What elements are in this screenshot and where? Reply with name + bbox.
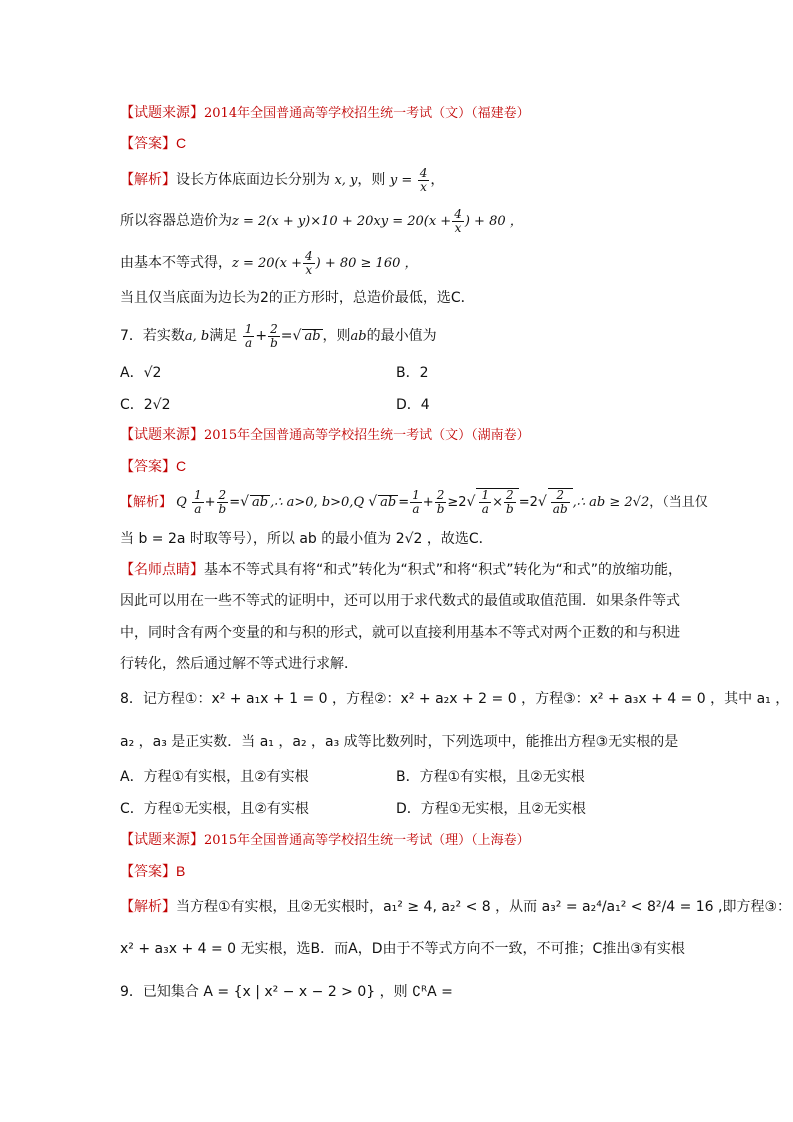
q7-tip-line-1 — [120, 561, 682, 579]
answer-tag: 【答案】 — [120, 136, 176, 152]
fraction-2-over-b: $\frac{2}{b}$ — [270, 321, 278, 350]
sqrt-ab: ab — [380, 495, 397, 510]
q8-option-d: D．方程①无实根，且②无实根 — [396, 801, 586, 817]
stem-text: 满足 — [209, 328, 238, 344]
fraction-4-over-x: $\frac{4}{x}$ — [454, 206, 462, 235]
fraction-1-over-a: $\frac{1}{a}$ — [412, 488, 420, 516]
q7-option-b: B．2 — [396, 365, 429, 381]
math-cost: z = 2(x + y)×10 + 20xy = 20(x + — [232, 214, 452, 229]
q7-tip-line-3: 中，同时含有两个变量的和与积的形式，就可以直接利用基本不等式对两个正数的和与积进 — [120, 625, 680, 641]
math-ab: ab — [350, 329, 367, 344]
q8-option-a: A．方程①有实根，且②有实根 — [120, 769, 309, 785]
q8-source — [120, 831, 530, 850]
q8-stem-line-2: a₂ ，a₃ 是正实数．当 a₁ ，a₂ ，a₃ 成等比数列时，下列选项中，能推出方程③无实根的是 — [120, 734, 679, 750]
math-expr: ,∴ a>0, b>0,Q — [270, 495, 369, 510]
q7-option-a: A．√2 — [120, 365, 162, 381]
answer-tag: 【答案】 — [120, 459, 176, 475]
sqrt-ab: ab — [252, 495, 269, 510]
math-ineq: z = 20(x + — [232, 256, 302, 271]
q6-analysis-line-2 — [120, 206, 523, 237]
q7-tip-line-2: 因此可以用在一些不等式的证明中，还可以用于求代数式的最值或取值范围．如果条件等式 — [120, 593, 680, 609]
analysis-tag: 【解析】 — [120, 495, 173, 510]
q8-stem-line-1: 8．记方程①：x² + a₁x + 1 = 0 ，方程②：x² + a₂x + 2 = 0 ，方程③：x² + a₃x + 4 = 0 ，其中 a₁ ， — [120, 691, 790, 707]
sqrt-product: $\frac{1}{a}$ × $\frac{2}{b}$ — [476, 488, 518, 516]
analysis-text: 设长方体底面边长分别为 — [176, 172, 330, 188]
tip-text: 基本不等式具有将“和式”转化为“积式”和将“积式”转化为“和式”的放缩功能， — [204, 562, 683, 578]
source-text: 2015年全国普通高等学校招生统一考试（文）（湖南卷） — [204, 428, 530, 443]
q7-source — [120, 426, 530, 445]
fraction-4-over-x: $\frac{4}{x}$ — [304, 248, 313, 277]
q7-stem: 7．若实数a, b满足 $\frac{1}{a}$ + $\frac{2}{b}$ =√ ab ，则ab的最小值为 — [120, 321, 437, 350]
fraction-1-over-a: $\frac{1}{a}$ — [193, 488, 202, 516]
math-expr: ,∴ ab ≥ 2√2 — [572, 495, 650, 510]
math-xy: x, y — [334, 173, 358, 188]
q6-analysis-line-4: 当且仅当底面为边长为2的正方形时，总造价最低，选C． — [120, 290, 475, 306]
q6-answer — [120, 134, 186, 153]
stem-text: 的最小值为 — [366, 328, 437, 344]
q7-option-d: D．4 — [396, 397, 430, 413]
q7-analysis-line-2: 当 b = 2a 时取等号），所以 ab 的最小值为 2√2 ，故选C． — [120, 531, 493, 547]
q7-analysis-line-1: 【解析】 Q $\frac{1}{a}$ + $\frac{2}{b}$ =√ ab ,∴ a>0, b>0,Q √ ab = $\frac{1}{a}$ + $\frac{2}{b}$ ≥2√ $\frac{1}{a}$ × $\frac{2}{b}$ =2√ $\frac{2}{ab}$ ,∴ ab ≥ 2√2，（当且仅 — [120, 488, 708, 516]
q9-stem: 9．已知集合 A = {x | x² − x − 2 > 0} ，则 ∁ᴿA = — [120, 984, 453, 1000]
q6-analysis-line-3 — [120, 248, 418, 279]
q8-option-b: B．方程①有实根，且②无实根 — [396, 769, 585, 785]
sqrt-ab: ab — [304, 329, 321, 344]
math-ineq-end: ) + 80 ≥ 160 ， — [315, 256, 418, 271]
analysis-text: ，（当且仅 — [649, 495, 708, 510]
q7-answer — [120, 457, 186, 476]
fraction-1-over-a: $\frac{1}{a}$ — [244, 321, 253, 350]
math-y-eq: y = — [389, 173, 413, 188]
q7-tip-line-4: 行转化，然后通过解不等式进行求解． — [120, 656, 358, 672]
q8-analysis-line-2: x² + a₃x + 4 = 0 无实根，选B．而A，D由于不等式方向不一致，不可推；C推出③有实根 — [120, 941, 685, 957]
q8-option-c: C．方程①无实根，且②有实根 — [120, 801, 309, 817]
math-cost-end: ) + 80 ， — [464, 214, 523, 229]
answer-value: C — [176, 458, 187, 474]
analysis-tag: 【解析】 — [120, 172, 176, 188]
source-text: 2015年全国普通高等学校招生统一考试（理）（上海卷） — [204, 833, 530, 848]
analysis-text: 当方程①有实根，且②无实根时，a₁² ≥ 4, a₂² < 8 ，从而 a₃² = a₂⁴/a₁² < 8²/4 = 16 ,即方程③： — [176, 899, 792, 915]
fraction-2-over-b: $\frac{2}{b}$ — [218, 488, 227, 516]
answer-value: B — [176, 863, 186, 879]
answer-tag: 【答案】 — [120, 864, 176, 880]
source-text: 2014年全国普通高等学校招生统一考试（文）（福建卷） — [204, 106, 530, 121]
fraction-4-over-x: $\frac{4}{x}$ — [419, 165, 428, 194]
source-tag: 【试题来源】 — [120, 427, 204, 443]
sqrt-2-over-ab: $\frac{2}{ab}$ — [548, 488, 573, 516]
q8-analysis-line-1 — [120, 898, 791, 916]
q6-source — [120, 104, 530, 123]
analysis-text: 由基本不等式得， — [120, 255, 232, 271]
stem-text: 7．若实数 — [120, 328, 185, 344]
q7-option-c: C．2√2 — [120, 397, 171, 413]
stem-text: ，则 — [322, 328, 351, 344]
fraction-2-over-b: $\frac{2}{b}$ — [436, 488, 445, 516]
answer-value: C — [176, 135, 187, 151]
q6-analysis-line-1: 【解析】设长方体底面边长分别为 x, y，则 y = $\frac{4}{x}$ ， — [120, 165, 445, 194]
math-ab: a, b — [184, 329, 210, 344]
math-expr: Q — [176, 495, 187, 510]
source-tag: 【试题来源】 — [120, 105, 204, 121]
q8-answer — [120, 862, 185, 881]
source-tag: 【试题来源】 — [120, 832, 204, 848]
analysis-tag: 【解析】 — [120, 899, 176, 915]
analysis-text: 所以容器总造价为 — [120, 213, 232, 229]
tip-tag: 【名师点睛】 — [120, 562, 204, 578]
analysis-text: ，则 — [357, 172, 386, 188]
